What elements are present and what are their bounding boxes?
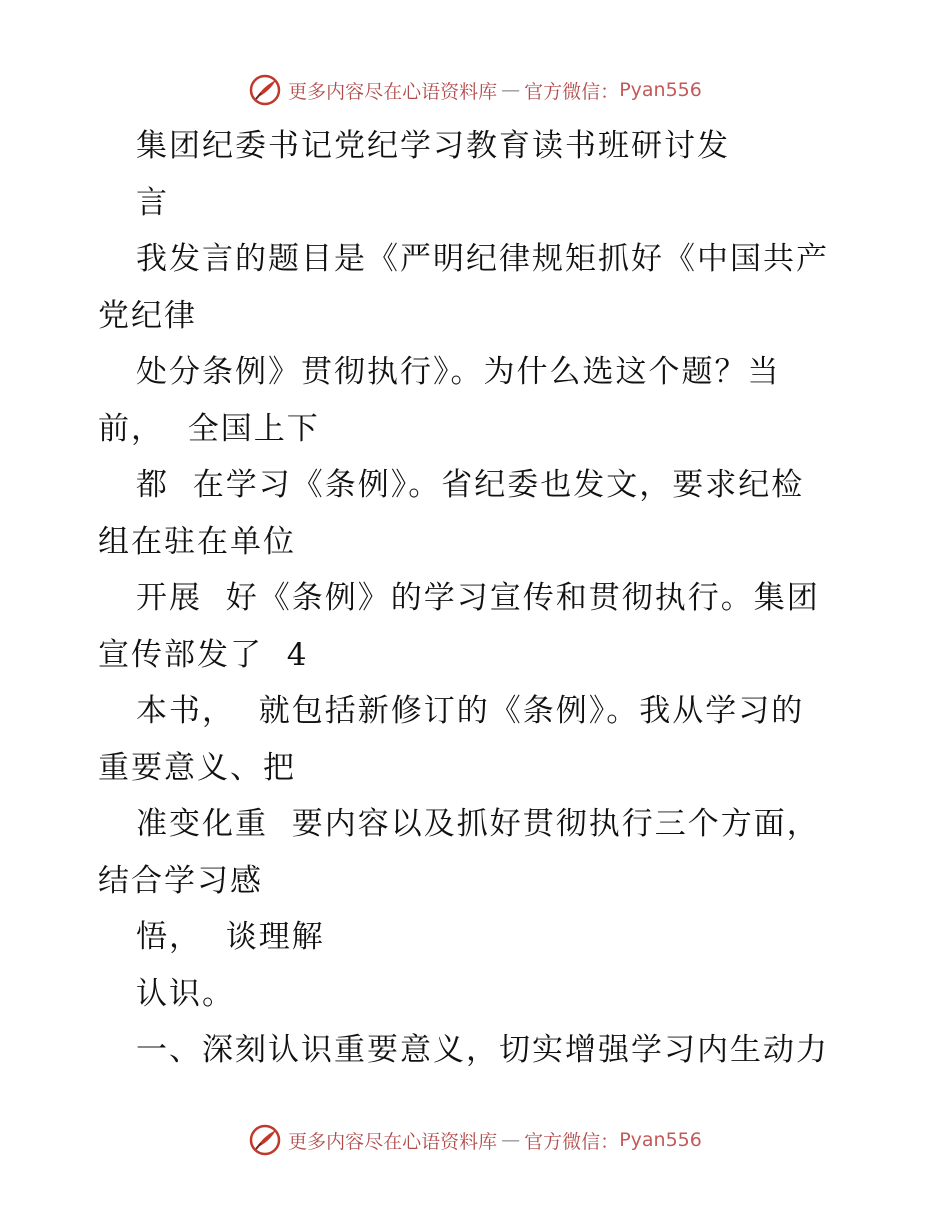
header-watermark: [0, 70, 950, 110]
section-heading: 一、深刻认识重要意义，切实增强学习内生动力: [136, 1032, 829, 1068]
body-line: 结合学习感: [98, 862, 263, 899]
body-line: 悟， 谈理解: [136, 919, 325, 955]
body-line: 前， 全国上下: [98, 410, 320, 447]
body-line: 组在驻在单位: [98, 523, 296, 560]
body-line: 准变化重 要内容以及抓好贯彻执行三个方面，: [136, 806, 820, 842]
title-line-1: 集团纪委书记党纪学习教育读书班研讨发: [136, 128, 730, 164]
body-line: 认识。: [136, 975, 235, 1012]
body-line: 党纪律: [98, 297, 197, 334]
watermark-label: 官方微信：: [524, 1130, 620, 1153]
quill-logo-icon: [248, 73, 282, 107]
watermark-separator: —: [501, 79, 521, 101]
footer-watermark: [0, 1120, 950, 1160]
title-line-2: 言: [136, 184, 169, 221]
document-body: [98, 118, 898, 1079]
body-line: 我发言的题目是《严明纪律规矩抓好《中国共产: [136, 241, 829, 277]
body-line: 都 在学习《条例》。省纪委也发文，要求纪检: [136, 467, 805, 503]
watermark-account: Pyan556: [619, 1129, 702, 1151]
body-line: 处分条例》贯彻执行》。为什么选这个题？当: [136, 354, 781, 390]
watermark-label: 官方微信：: [524, 80, 620, 103]
watermark-text: 更多内容尽在心语资料库: [288, 1130, 498, 1153]
watermark-separator: —: [501, 1129, 521, 1151]
body-line: 宣传部发了 4: [98, 636, 309, 673]
watermark-text: 更多内容尽在心语资料库: [288, 80, 498, 103]
quill-logo-icon: [248, 1123, 282, 1157]
body-line: 开展 好《条例》的学习宣传和贯彻执行。集团: [136, 580, 820, 616]
body-line: 重要意义、把: [98, 749, 296, 786]
watermark-account: Pyan556: [619, 79, 702, 101]
body-line: 本书， 就包括新修订的《条例》。我从学习的: [136, 693, 805, 729]
